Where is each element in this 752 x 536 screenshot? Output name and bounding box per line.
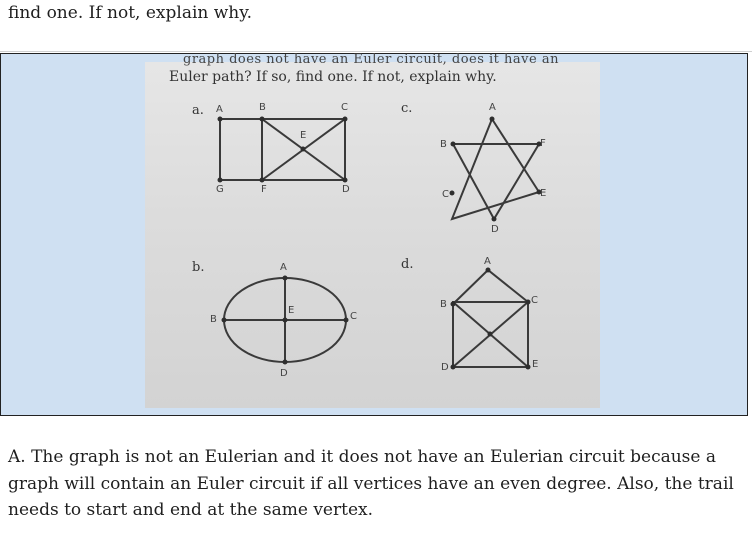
graph-d [453,270,528,367]
vertex-label: B [440,139,447,150]
vertex-label: E [300,130,307,141]
vertex-label: A [280,262,287,273]
vertex-label: A [484,256,491,267]
vertex-label: D [441,362,449,373]
part-a-label: a. [192,103,204,118]
vertex-label: D [491,224,499,235]
cut-off-prompt-line: graph does not have an Euler circuit, does it have an [183,52,559,67]
prompt-line: Euler path? If so, find one. If not, explain why. [169,69,497,85]
vertex-label: D [342,184,350,195]
part-b-label: b. [192,260,205,275]
part-c-label: c. [401,101,413,116]
part-d-label: d. [401,257,414,272]
vertex-label: C [531,295,538,306]
question-text: find one. If not, explain why. [8,3,253,23]
graph-c [452,119,539,219]
vertex-label: B [210,314,217,325]
vertex-label: E [288,305,295,316]
vertex-label: A [216,104,223,115]
textbook-photo [145,52,600,408]
vertex-label: E [540,188,547,199]
graph-drawings [145,62,600,408]
graph-a [220,119,345,180]
vertex-label: G [216,184,224,195]
vertex-label: E [532,359,539,370]
vertex-label: B [259,102,266,113]
vertex-label: F [261,184,267,195]
answer-text: A. The graph is not an Eulerian and it does not have an Eulerian circuit because a graph will contain an Euler circuit if all vertices have an even degree. Also, the trail needs to start and end at the same vertex. [8,447,734,520]
vertex-label: C [350,311,357,322]
vertex-label: D [280,368,288,379]
vertex-label: F [540,138,546,149]
vertex-label: B [440,299,447,310]
vertex-label: A [489,102,496,113]
vertex-label: C [442,189,449,200]
vertex-label: C [341,102,348,113]
